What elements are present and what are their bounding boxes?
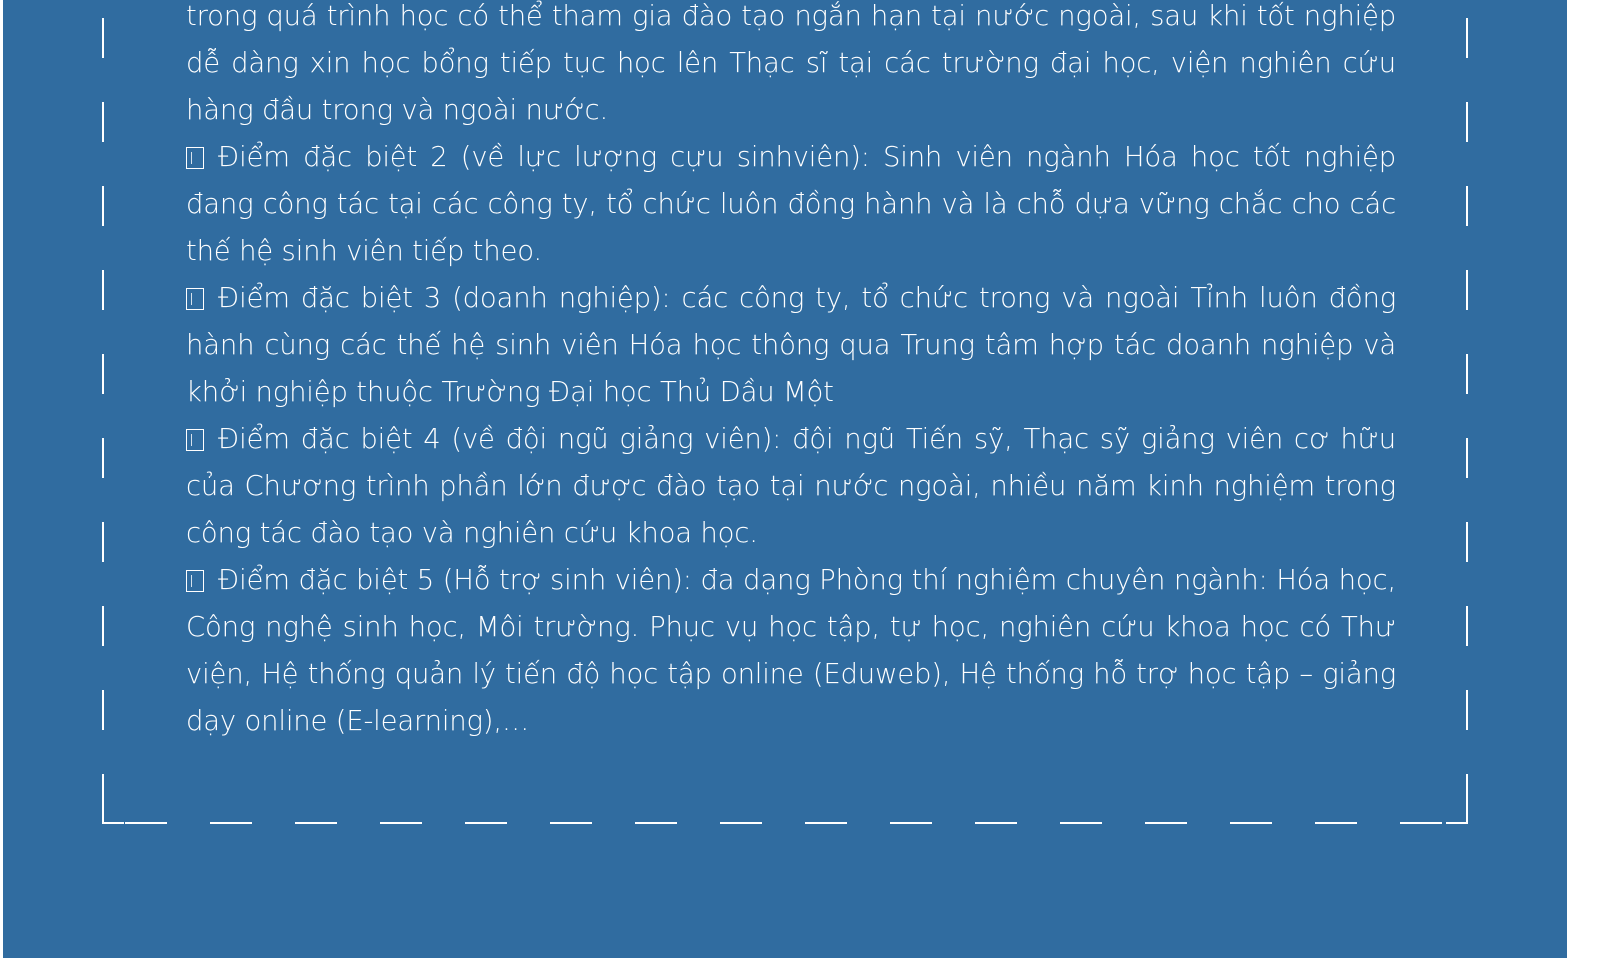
paragraph-feature-5 xyxy=(186,557,1396,745)
frame-corner-bottom-left xyxy=(103,802,124,823)
paragraph-feature-3 xyxy=(186,275,1396,416)
content-text xyxy=(186,0,1396,745)
bullet-box-icon xyxy=(186,288,204,310)
frame-corner-bottom-right xyxy=(1446,802,1467,823)
paragraph-text: Điểm đặc biệt 4 (về đội ngũ giảng viên): đội ngũ Tiến sỹ, Thạc sỹ giảng viên cơ hữu của Chương trình phần lớn được đào tạo tại nước ngoài, nhiều năm kinh nghiệm trong công tác đào tạo và nghiên cứu khoa học. xyxy=(186,423,1396,549)
paragraph-feature-2 xyxy=(186,134,1396,275)
paragraph-text: Điểm đặc biệt 5 (Hỗ trợ sinh viên): đa dạng Phòng thí nghiệm chuyên ngành: Hóa học, Công nghệ sinh học, Môi trường. Phục vụ học tập, tự học, nghiên cứu khoa học có Thư viện, Hệ thống quản lý tiến độ học tập online (Eduweb), Hệ thống hỗ trợ học tập – giảng dạy online (E-learning),… xyxy=(186,564,1396,737)
blue-panel xyxy=(3,0,1567,958)
paragraph-feature-4 xyxy=(186,416,1396,557)
bullet-box-icon xyxy=(186,147,204,169)
bullet-box-icon xyxy=(186,429,204,451)
paragraph-text: Điểm đặc biệt 2 (về lực lượng cựu sinhviên): Sinh viên ngành Hóa học tốt nghiệp đang công tác tại các công ty, tổ chức luôn đồng hành và là chỗ dựa vững chắc cho các thế hệ sinh viên tiếp theo. xyxy=(186,141,1396,267)
paragraph-text: Điểm đặc biệt 3 (doanh nghiệp): các công ty, tổ chức trong và ngoài Tỉnh luôn đồng hành cùng các thế hệ sinh viên Hóa học thông qua Trung tâm hợp tác doanh nghiệp và khởi nghiệp thuộc Trường Đại học Thủ Dầu Một xyxy=(186,282,1396,408)
bullet-box-icon xyxy=(186,570,204,592)
paragraph-text: trong quá trình học có thể tham gia đào tạo ngắn hạn tại nước ngoài, sau khi tốt nghiệp dễ dàng xin học bổng tiếp tục học lên Thạc sĩ tại các trường đại học, viện nghiên cứu hàng đầu trong và ngoài nước. xyxy=(186,0,1396,126)
paragraph-intro-continuation xyxy=(186,0,1396,134)
